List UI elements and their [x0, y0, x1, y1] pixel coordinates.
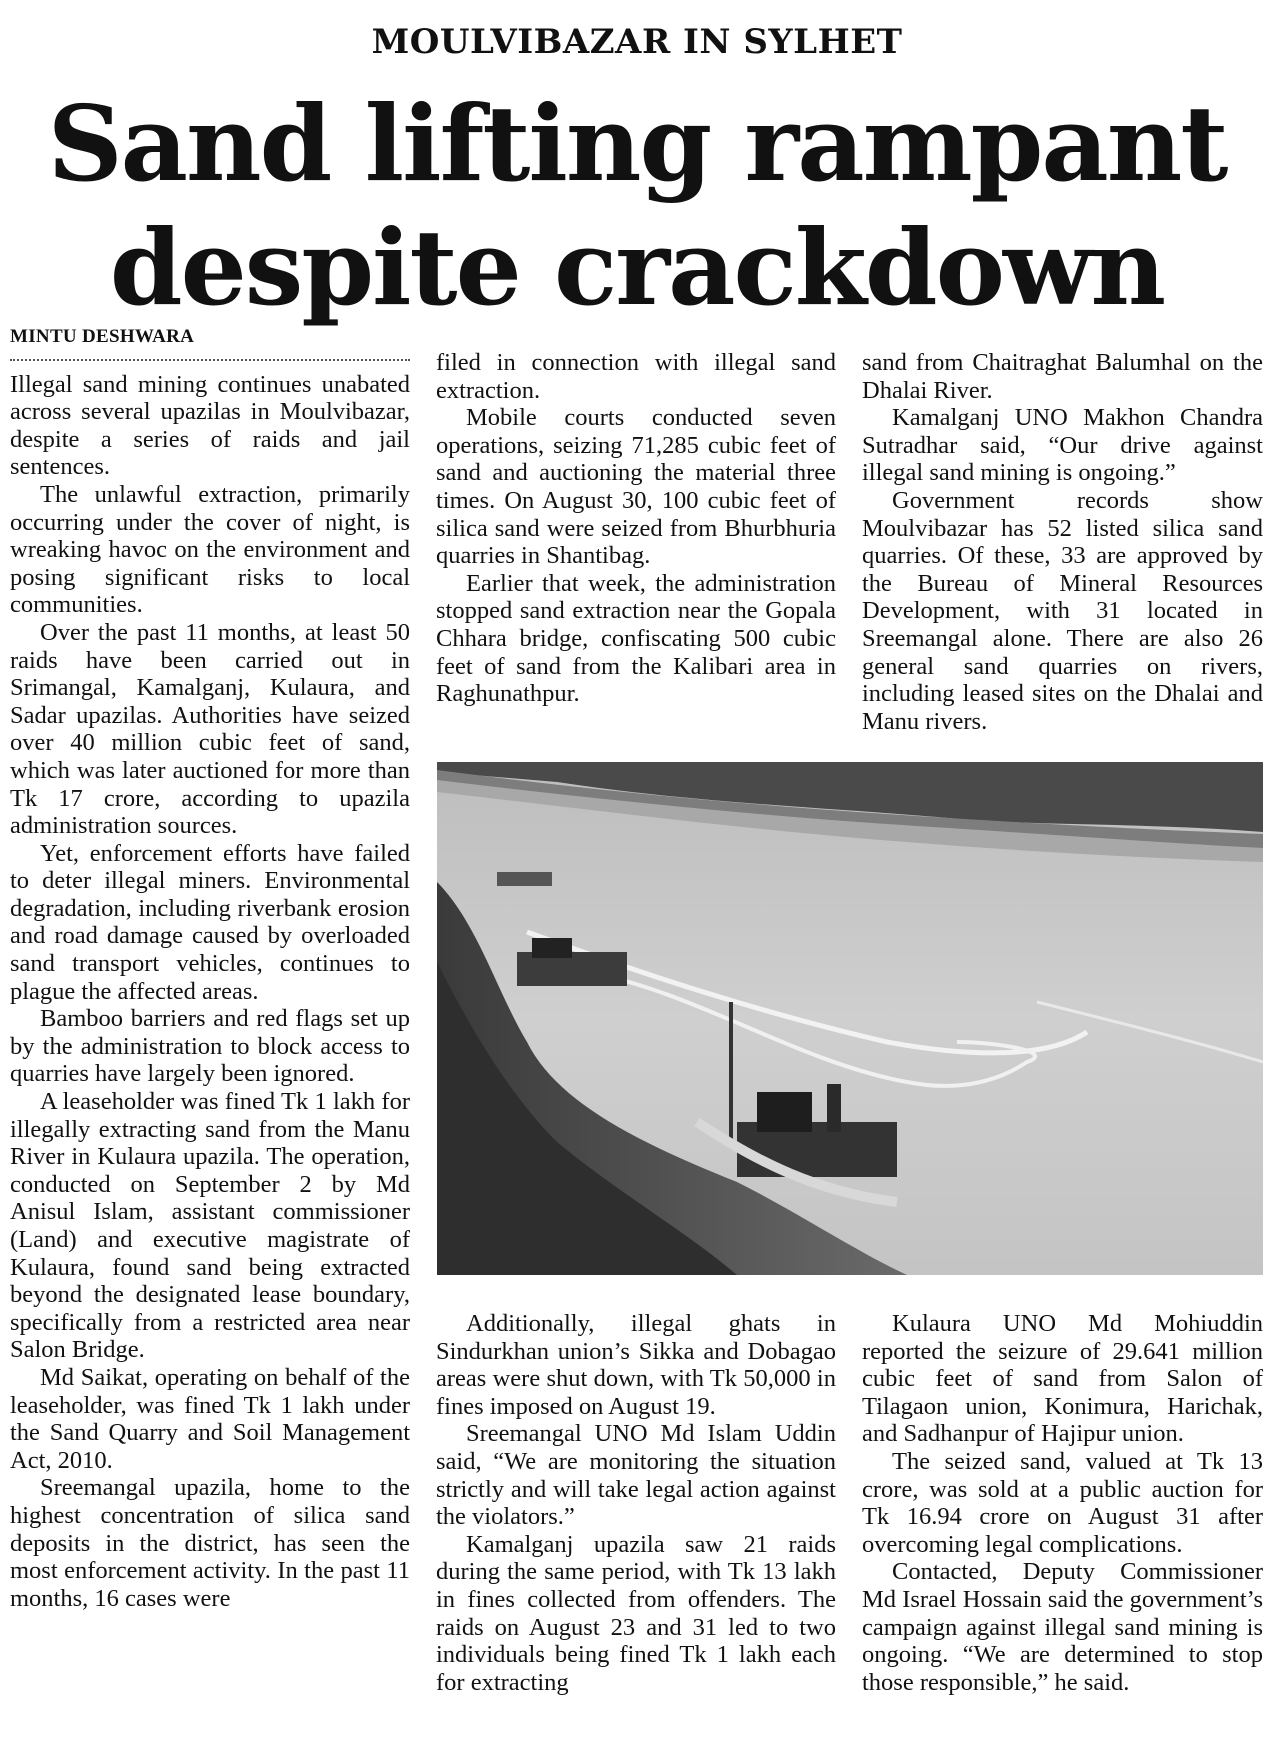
paragraph: Yet, enforcement efforts have failed to deter illegal miners. Environmental degradation, including riverbank erosion and road damage caused by overloaded sand transport vehicles, continues to plague the affected areas.	[10, 839, 410, 1005]
article-column-2-bottom	[436, 1310, 836, 1696]
byline: MINTU DESHWARA	[10, 323, 410, 361]
river-sand-dredging-photo	[437, 762, 1263, 1275]
paragraph: Additionally, illegal ghats in Sindurkhan union’s Sikka and Dobagao areas were shut down, with Tk 50,000 in fines imposed on August 19.	[436, 1310, 836, 1420]
headline	[0, 82, 1274, 330]
paragraph: Bamboo barriers and red flags set up by the administration to block access to quarries have largely been ignored.	[10, 1005, 410, 1088]
paragraph: Illegal sand mining continues unabated across several upazilas in Moulvibazar, despite a series of raids and jail sentences.	[10, 370, 410, 481]
article-column-2-top	[436, 349, 836, 708]
paragraph: Government records show Moulvibazar has 52 listed silica sand quarries. Of these, 33 are approved by the Bureau of Mineral Resources Development, with 31 located in Sreemangal alone. There are also 26 general sand quarries on rivers, including leased sites on the Dhalai and Manu rivers.	[862, 486, 1263, 735]
article-column-3-bottom	[862, 1310, 1263, 1696]
article-column-1	[10, 326, 410, 1612]
paragraph: Kamalganj UNO Makhon Chandra Sutradhar said, “Our drive against illegal sand mining is ongoing.”	[862, 404, 1263, 487]
paragraph: Sreemangal upazila, home to the highest concentration of silica sand deposits in the district, has seen the most enforcement activity. In the past 11 months, 16 cases were	[10, 1474, 410, 1612]
headline-line-2: despite crackdown	[109, 206, 1165, 329]
paragraph: filed in connection with illegal sand extraction.	[436, 349, 836, 404]
paragraph: The seized sand, valued at Tk 13 crore, was sold at a public auction for Tk 16.94 crore on August 31 after overcoming legal complications.	[862, 1447, 1263, 1558]
paragraph: Mobile courts conducted seven operations, seizing 71,285 cubic feet of sand and auctioning the material three times. On August 30, 100 cubic feet of silica sand were seized from Bhurbhuria quarries in Shantibag.	[436, 404, 836, 570]
paragraph: Earlier that week, the administration stopped sand extraction near the Gopala Chhara bridge, confiscating 500 cubic feet of sand from the Kalibari area in Raghunathpur.	[436, 569, 836, 708]
paragraph: Md Saikat, operating on behalf of the leaseholder, was fined Tk 1 lakh under the Sand Quarry and Soil Management Act, 2010.	[10, 1363, 410, 1474]
paragraph: Sreemangal UNO Md Islam Uddin said, “We are monitoring the situation strictly and will take legal action against the violators.”	[436, 1420, 836, 1531]
paragraph: sand from Chaitraghat Balumhal on the Dhalai River.	[862, 349, 1263, 404]
paragraph: Kulaura UNO Md Mohiuddin reported the seizure of 29.641 million cubic feet of sand from Salon of Tilagaon union, Konimura, Harichak, and Sadhanpur of Hajipur union.	[862, 1310, 1263, 1448]
article-column-3-top	[862, 349, 1263, 735]
paragraph: A leaseholder was fined Tk 1 lakh for illegally extracting sand from the Manu River in Kulaura upazila. The operation, conducted on September 2 by Md Anisul Islam, assistant commissioner (Land) and executive magistrate of Kulaura, found sand being extracted beyond the designated lease boundary, specifically from a restricted area near Salon Bridge.	[10, 1088, 410, 1364]
headline-line-1: Sand lifting rampant	[47, 82, 1227, 205]
paragraph: Kamalganj upazila saw 21 raids during the same period, with Tk 13 lakh in fines collected from offenders. The raids on August 23 and 31 led to two individuals being fined Tk 1 lakh each for extracting	[436, 1530, 836, 1696]
section-kicker: MOULVIBAZAR IN SYLHET	[371, 22, 903, 62]
paragraph: Contacted, Deputy Commissioner Md Israel Hossain said the government’s campaign against illegal sand mining is ongoing. “We are determined to stop those responsible,” he said.	[862, 1558, 1263, 1696]
paragraph: The unlawful extraction, primarily occurring under the cover of night, is wreaking havoc on the environment and posing significant risks to local communities.	[10, 480, 410, 619]
paragraph: Over the past 11 months, at least 50 raids have been carried out in Srimangal, Kamalganj, Kulaura, and Sadar upazilas. Authorities have seized over 40 million cubic feet of sand, which was later auctioned for more than Tk 17 crore, according to upazila administration sources.	[10, 618, 410, 840]
